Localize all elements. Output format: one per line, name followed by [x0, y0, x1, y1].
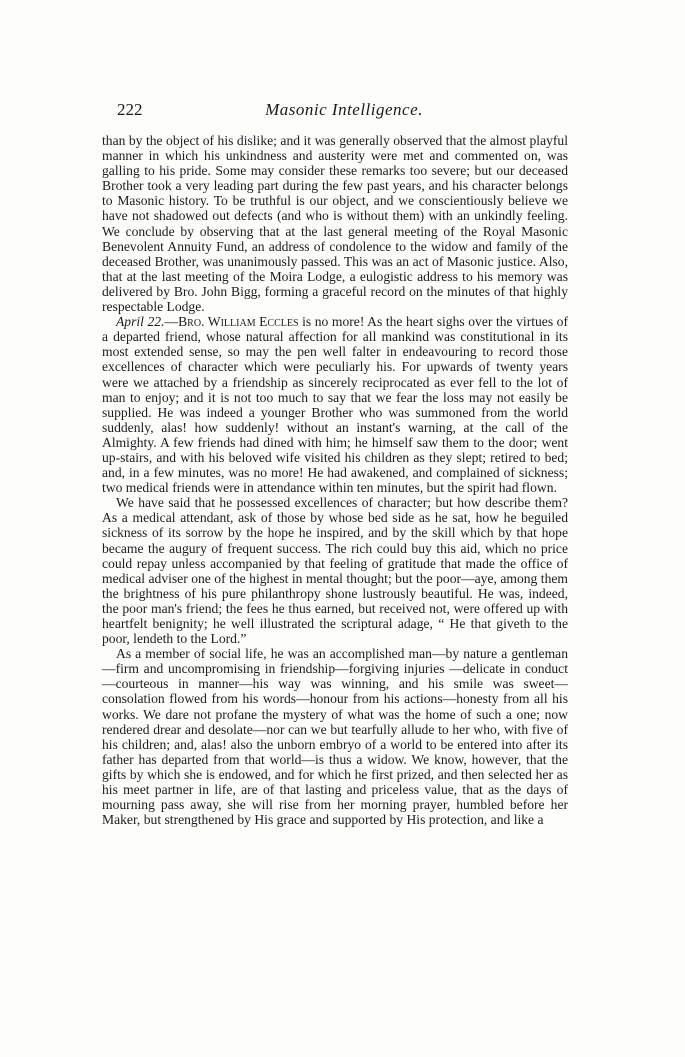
paragraph-1: than by the object of his dislike; and it was generally observed that the almost playful manner in which his unkindness and austerity were met and commented on, was galling to his pride. Some may consider these remarks too severe; but our deceased Brother took a very leading part during the few past years, and his character belongs to Masonic history. To be truthful is our object, and we conscientiously believe we have not shadowed out defects (and who is without them) with an unkindly feeling. We conclude by observing that at the last general meeting of the Royal Masonic Benevolent Annuity Fund, an address of condolence to the widow and family of the deceased Brother, was unanimously passed. This was an act of Masonic justice. Also, that at the last meeting of the Moira Lodge, a eulogistic address to his memory was delivered by Bro. John Bigg, forming a graceful record on the minutes of that highly respectable Lodge.	[102, 133, 568, 315]
running-head: Masonic Intelligence.	[265, 100, 423, 119]
paragraph-3: We have said that he possessed excellences of character; but how describe them? As a medical attendant, ask of those by whose bed side as he sat, how he beguiled sickness of its sorrow by the hope he inspired, and by the skill which by that hope became the augury of frequent success. The rich could buy this aid, which no price could repay unless accompanied by that feeling of gratitude that made the office of medical adviser one of the highest in mental thought; but the poor—aye, among them the brightness of his pure philanthropy shone lustrously beautiful. He was, indeed, the poor man's friend; the fees he thus earned, but received not, were offered up with heartfelt benignity; he well illustrated the scriptural adage, “ He that giveth to the poor, lendeth to the Lord.”	[102, 495, 568, 647]
entry-dash: —	[164, 314, 179, 330]
paragraph-2	[102, 314, 568, 495]
entry-date: April 22.	[116, 314, 165, 330]
page-number: 222	[117, 100, 143, 119]
deceased-name: Bro. William Eccles	[178, 314, 299, 330]
article-body	[102, 133, 568, 827]
page-header	[117, 100, 571, 124]
paragraph-4: As a member of social life, he was an accomplished man—by nature a gentleman—firm and uncompromising in friendship—forgiving injuries —delicate in conduct—courteous in manner—his way was winning, and his smile was sweet—consolation flowed from his words—honour from his actions—honesty from all his works. We dare not profane the mystery of what was the home of such a one; now rendered drear and desolate—nor can we but tearfully allude to her who, with five of his children; and, alas! also the unborn embryo of a world to be entered into after its father has departed from that world—is thus a widow. We know, however, that the gifts by which she is endowed, and for which he first prized, and then selected her as his meet partner in life, are of that lasting and priceless value, that as the days of mourning pass away, she will rise from her morning prayer, humbled before her Maker, but strengthened by His grace and supported by His protection, and like a	[102, 646, 568, 828]
paragraph-2-text: is no more! As the heart sighs over the virtues of a departed friend, whose natural affection for all mankind was constitutional in its most extended sense, so may the pen well falter in endeavouring to record those excellences of character which were peculiarly his. For upwards of twenty years were we attached by a friendship as sincerely reciprocated as ever fell to the lot of man to enjoy; and it is not too much to say that we fear the loss may not easily be supplied. He was indeed a younger Brother who was summoned from the world suddenly, alas! how suddenly! without an instant's warning, at the call of the Almighty. A few friends had dined with him; he himself saw them to the door; went up-stairs, and with his beloved wife visited his children as they slept; retired to bed; and, in a few minutes, was no more! He had awakened, and complained of sickness; two medical friends were in attendance within ten minutes, but the spirit had flown.	[102, 314, 569, 496]
